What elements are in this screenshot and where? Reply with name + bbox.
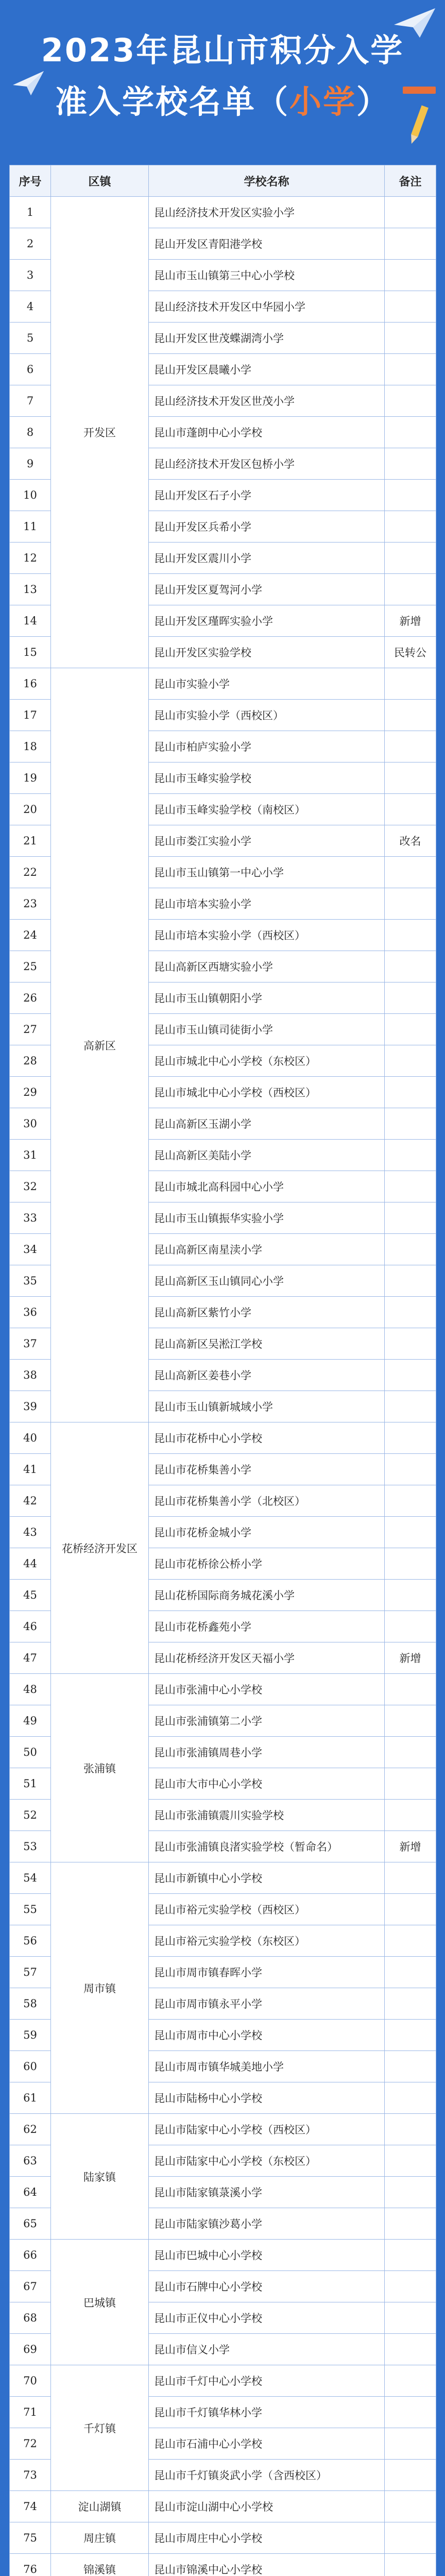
district-cell: 张浦镇 — [51, 1674, 149, 1862]
note-cell — [385, 951, 436, 982]
district-cell: 周市镇 — [51, 1862, 149, 2114]
note-cell — [385, 1297, 436, 1328]
school-name-cell: 昆山市实验小学（西校区） — [149, 700, 385, 731]
table-row — [10, 2365, 436, 2397]
note-cell: 新增 — [385, 605, 436, 637]
school-name-cell: 昆山市石牌中心小学校 — [149, 2271, 385, 2302]
note-cell — [385, 1988, 436, 2020]
row-number: 70 — [10, 2365, 51, 2397]
note-cell — [385, 385, 436, 417]
row-number: 69 — [10, 2334, 51, 2365]
school-name-cell: 昆山市娄江实验小学 — [149, 825, 385, 857]
school-name-cell: 昆山市淀山湖中心小学校 — [149, 2491, 385, 2522]
note-cell — [385, 1045, 436, 1077]
school-name-cell: 昆山开发区兵希小学 — [149, 511, 385, 543]
note-cell: 民转公 — [385, 637, 436, 668]
note-cell — [385, 888, 436, 920]
note-cell — [385, 1674, 436, 1705]
note-cell — [385, 291, 436, 323]
row-number: 22 — [10, 857, 51, 888]
school-list-table — [9, 165, 436, 2576]
note-cell — [385, 1454, 436, 1485]
school-name-cell: 昆山市周市中心小学校 — [149, 2020, 385, 2051]
row-number: 63 — [10, 2145, 51, 2177]
table-row — [10, 1422, 436, 1454]
row-number: 49 — [10, 1705, 51, 1737]
school-name-cell: 昆山市大市中心小学校 — [149, 1768, 385, 1800]
school-name-cell: 昆山花桥国际商务城花溪小学 — [149, 1580, 385, 1611]
note-cell — [385, 1202, 436, 1234]
school-name-cell: 昆山市张浦中心小学校 — [149, 1674, 385, 1705]
row-number: 42 — [10, 1485, 51, 1517]
note-cell — [385, 1485, 436, 1517]
note-cell — [385, 920, 436, 951]
district-cell: 开发区 — [51, 197, 149, 668]
row-number: 55 — [10, 1894, 51, 1925]
column-header-number: 序号 — [10, 165, 51, 197]
note-cell — [385, 731, 436, 762]
page-title: 2023年昆山市积分入学 — [41, 31, 404, 69]
note-cell — [385, 1894, 436, 1925]
district-cell: 千灯镇 — [51, 2365, 149, 2491]
row-number: 41 — [10, 1454, 51, 1485]
school-name-cell: 昆山开发区夏驾河小学 — [149, 574, 385, 605]
row-number: 27 — [10, 1014, 51, 1045]
row-number: 25 — [10, 951, 51, 982]
note-cell — [385, 197, 436, 228]
row-number: 74 — [10, 2491, 51, 2522]
note-cell — [385, 2020, 436, 2051]
school-name-cell: 昆山市花桥金城小学 — [149, 1517, 385, 1548]
district-cell: 巴城镇 — [51, 2240, 149, 2365]
note-cell — [385, 1957, 436, 1988]
school-name-cell: 昆山市周市镇华城美地小学 — [149, 2051, 385, 2082]
row-number: 34 — [10, 1234, 51, 1265]
school-name-cell: 昆山市玉峰实验学校（南校区） — [149, 794, 385, 825]
table-row — [10, 197, 436, 228]
table-row — [10, 2522, 436, 2554]
table-row — [10, 2491, 436, 2522]
school-name-cell: 昆山开发区石子小学 — [149, 480, 385, 511]
district-cell: 陆家镇 — [51, 2114, 149, 2240]
school-name-cell: 昆山市周市镇永平小学 — [149, 1988, 385, 2020]
school-name-cell: 昆山经济技术开发区中华园小学 — [149, 291, 385, 323]
row-number: 68 — [10, 2302, 51, 2334]
row-number: 21 — [10, 825, 51, 857]
note-cell — [385, 1422, 436, 1454]
note-cell — [385, 1611, 436, 1642]
note-cell — [385, 2491, 436, 2522]
note-cell — [385, 1737, 436, 1768]
note-cell — [385, 2334, 436, 2365]
row-number: 61 — [10, 2082, 51, 2114]
column-header-district: 区镇 — [51, 165, 149, 197]
school-name-cell: 昆山市正仪中心小学校 — [149, 2302, 385, 2334]
note-cell — [385, 2177, 436, 2208]
table-row — [10, 1862, 436, 1894]
note-cell — [385, 1140, 436, 1171]
school-name-cell: 昆山市石浦中心小学校 — [149, 2428, 385, 2460]
note-cell — [385, 543, 436, 574]
row-number: 26 — [10, 982, 51, 1014]
district-cell: 高新区 — [51, 668, 149, 1422]
row-number: 51 — [10, 1768, 51, 1800]
note-cell: 新增 — [385, 1642, 436, 1674]
row-number: 59 — [10, 2020, 51, 2051]
row-number: 46 — [10, 1611, 51, 1642]
school-name-cell: 昆山高新区玉山镇同心小学 — [149, 1265, 385, 1297]
note-cell — [385, 1580, 436, 1611]
note-cell — [385, 668, 436, 700]
row-number: 35 — [10, 1265, 51, 1297]
table-body — [10, 197, 436, 2576]
row-number: 40 — [10, 1422, 51, 1454]
note-cell — [385, 2302, 436, 2334]
row-number: 50 — [10, 1737, 51, 1768]
row-number: 66 — [10, 2240, 51, 2271]
row-number: 9 — [10, 448, 51, 480]
row-number: 11 — [10, 511, 51, 543]
table-row — [10, 2554, 436, 2576]
school-name-cell: 昆山市陆家中心小学校（东校区） — [149, 2145, 385, 2177]
school-name-cell: 昆山市陆家镇菉溪小学 — [149, 2177, 385, 2208]
school-name-cell: 昆山市张浦镇良渚实验学校（暂命名） — [149, 1831, 385, 1862]
note-cell — [385, 1171, 436, 1202]
row-number: 31 — [10, 1140, 51, 1171]
school-name-cell: 昆山市培本实验小学 — [149, 888, 385, 920]
school-name-cell: 昆山高新区美陆小学 — [149, 1140, 385, 1171]
school-name-cell: 昆山市周庄中心小学校 — [149, 2522, 385, 2554]
school-name-cell: 昆山高新区西塘实验小学 — [149, 951, 385, 982]
note-cell — [385, 794, 436, 825]
school-name-cell: 昆山市千灯中心小学校 — [149, 2365, 385, 2397]
note-cell — [385, 2271, 436, 2302]
table-row — [10, 2240, 436, 2271]
row-number: 29 — [10, 1077, 51, 1108]
row-number: 54 — [10, 1862, 51, 1894]
note-cell — [385, 2208, 436, 2240]
row-number: 2 — [10, 228, 51, 260]
row-number: 7 — [10, 385, 51, 417]
row-number: 30 — [10, 1108, 51, 1140]
column-header-school: 学校名称 — [149, 165, 385, 197]
row-number: 12 — [10, 543, 51, 574]
school-name-cell: 昆山开发区青阳港学校 — [149, 228, 385, 260]
school-name-cell: 昆山市裕元实验学校（西校区） — [149, 1894, 385, 1925]
school-name-cell: 昆山花桥经济开发区天福小学 — [149, 1642, 385, 1674]
column-header-note: 备注 — [385, 165, 436, 197]
note-cell — [385, 2082, 436, 2114]
row-number: 20 — [10, 794, 51, 825]
row-number: 36 — [10, 1297, 51, 1328]
school-name-cell: 昆山市玉峰实验学校 — [149, 762, 385, 794]
row-number: 5 — [10, 323, 51, 354]
row-number: 75 — [10, 2522, 51, 2554]
district-cell: 花桥经济开发区 — [51, 1422, 149, 1674]
header-banner — [0, 0, 445, 155]
school-list-table-container — [9, 165, 436, 2576]
row-number: 58 — [10, 1988, 51, 2020]
note-cell — [385, 2145, 436, 2177]
row-number: 76 — [10, 2554, 51, 2576]
school-name-cell: 昆山市柏庐实验小学 — [149, 731, 385, 762]
note-cell — [385, 2240, 436, 2271]
row-number: 43 — [10, 1517, 51, 1548]
row-number: 45 — [10, 1580, 51, 1611]
school-name-cell: 昆山经济技术开发区包桥小学 — [149, 448, 385, 480]
note-cell — [385, 1265, 436, 1297]
note-cell — [385, 1517, 436, 1548]
note-cell — [385, 2365, 436, 2397]
note-cell — [385, 2114, 436, 2145]
note-cell — [385, 982, 436, 1014]
note-cell — [385, 857, 436, 888]
note-cell — [385, 2397, 436, 2428]
school-name-cell: 昆山开发区震川小学 — [149, 543, 385, 574]
row-number: 67 — [10, 2271, 51, 2302]
note-cell — [385, 1391, 436, 1422]
school-name-cell: 昆山市蓬朗中心小学校 — [149, 417, 385, 448]
school-name-cell: 昆山高新区紫竹小学 — [149, 1297, 385, 1328]
note-cell — [385, 1705, 436, 1737]
school-name-cell: 昆山市花桥中心小学校 — [149, 1422, 385, 1454]
school-name-cell: 昆山市陆家镇沙葛小学 — [149, 2208, 385, 2240]
row-number: 33 — [10, 1202, 51, 1234]
note-cell — [385, 448, 436, 480]
table-header-row — [10, 165, 436, 197]
school-name-cell: 昆山市玉山镇司徒街小学 — [149, 1014, 385, 1045]
school-name-cell: 昆山市城北高科园中心小学 — [149, 1171, 385, 1202]
row-number: 60 — [10, 2051, 51, 2082]
row-number: 14 — [10, 605, 51, 637]
note-cell — [385, 260, 436, 291]
row-number: 4 — [10, 291, 51, 323]
school-name-cell: 昆山开发区世茂蝶湖湾小学 — [149, 323, 385, 354]
row-number: 65 — [10, 2208, 51, 2240]
note-cell: 改名 — [385, 825, 436, 857]
school-name-cell: 昆山市裕元实验学校（东校区） — [149, 1925, 385, 1957]
school-name-cell: 昆山高新区南星渎小学 — [149, 1234, 385, 1265]
school-name-cell: 昆山市锦溪中心小学校 — [149, 2554, 385, 2576]
school-name-cell: 昆山市玉山镇振华实验小学 — [149, 1202, 385, 1234]
note-cell — [385, 2051, 436, 2082]
row-number: 16 — [10, 668, 51, 700]
row-number: 38 — [10, 1360, 51, 1391]
table-row — [10, 668, 436, 700]
school-name-cell: 昆山高新区玉湖小学 — [149, 1108, 385, 1140]
note-cell — [385, 1768, 436, 1800]
school-name-cell: 昆山市周市镇春晖小学 — [149, 1957, 385, 1988]
note-cell — [385, 1108, 436, 1140]
school-name-cell: 昆山高新区姜巷小学 — [149, 1360, 385, 1391]
row-number: 71 — [10, 2397, 51, 2428]
note-cell — [385, 2554, 436, 2576]
district-cell: 淀山湖镇 — [51, 2491, 149, 2522]
school-name-cell: 昆山市花桥集善小学 — [149, 1454, 385, 1485]
row-number: 23 — [10, 888, 51, 920]
row-number: 57 — [10, 1957, 51, 1988]
table-row — [10, 2114, 436, 2145]
school-name-cell: 昆山市信义小学 — [149, 2334, 385, 2365]
note-cell — [385, 1800, 436, 1831]
note-cell — [385, 1014, 436, 1045]
school-name-cell: 昆山市城北中心小学校（西校区） — [149, 1077, 385, 1108]
row-number: 17 — [10, 700, 51, 731]
school-name-cell: 昆山市花桥集善小学（北校区） — [149, 1485, 385, 1517]
row-number: 72 — [10, 2428, 51, 2460]
school-name-cell: 昆山市巴城中心小学校 — [149, 2240, 385, 2271]
school-name-cell: 昆山市陆家中心小学校（西校区） — [149, 2114, 385, 2145]
note-cell: 新增 — [385, 1831, 436, 1862]
district-cell: 周庄镇 — [51, 2522, 149, 2554]
school-name-cell: 昆山市张浦镇震川实验学校 — [149, 1800, 385, 1831]
note-cell — [385, 2522, 436, 2554]
table-row — [10, 1674, 436, 1705]
school-name-cell: 昆山高新区吴淞江学校 — [149, 1328, 385, 1360]
row-number: 37 — [10, 1328, 51, 1360]
school-name-cell: 昆山开发区瑾晖实验小学 — [149, 605, 385, 637]
row-number: 39 — [10, 1391, 51, 1422]
school-name-cell: 昆山市玉山镇第一中心小学 — [149, 857, 385, 888]
row-number: 47 — [10, 1642, 51, 1674]
school-name-cell: 昆山市千灯镇华林小学 — [149, 2397, 385, 2428]
row-number: 3 — [10, 260, 51, 291]
row-number: 64 — [10, 2177, 51, 2208]
note-cell — [385, 323, 436, 354]
row-number: 24 — [10, 920, 51, 951]
school-name-cell: 昆山市实验小学 — [149, 668, 385, 700]
note-cell — [385, 1925, 436, 1957]
school-name-cell: 昆山经济技术开发区世茂小学 — [149, 385, 385, 417]
note-cell — [385, 1234, 436, 1265]
district-cell: 锦溪镇 — [51, 2554, 149, 2576]
school-name-cell: 昆山市玉山镇新城域小学 — [149, 1391, 385, 1422]
row-number: 18 — [10, 731, 51, 762]
school-name-cell: 昆山开发区实验学校 — [149, 637, 385, 668]
note-cell — [385, 417, 436, 448]
school-name-cell: 昆山市张浦镇周巷小学 — [149, 1737, 385, 1768]
row-number: 13 — [10, 574, 51, 605]
note-cell — [385, 1077, 436, 1108]
row-number: 62 — [10, 2114, 51, 2145]
note-cell — [385, 762, 436, 794]
note-cell — [385, 354, 436, 385]
school-name-cell: 昆山市张浦镇第二小学 — [149, 1705, 385, 1737]
note-cell — [385, 2460, 436, 2491]
row-number: 28 — [10, 1045, 51, 1077]
school-name-cell: 昆山市城北中心小学校（东校区） — [149, 1045, 385, 1077]
school-name-cell: 昆山市培本实验小学（西校区） — [149, 920, 385, 951]
school-name-cell: 昆山市陆杨中心小学校 — [149, 2082, 385, 2114]
row-number: 15 — [10, 637, 51, 668]
school-name-cell: 昆山经济技术开发区实验小学 — [149, 197, 385, 228]
note-cell — [385, 2428, 436, 2460]
row-number: 19 — [10, 762, 51, 794]
row-number: 10 — [10, 480, 51, 511]
row-number: 1 — [10, 197, 51, 228]
subtitle-accent: 小学 — [289, 83, 356, 121]
school-name-cell: 昆山市新镇中心小学校 — [149, 1862, 385, 1894]
school-name-cell: 昆山市花桥鑫苑小学 — [149, 1611, 385, 1642]
row-number: 53 — [10, 1831, 51, 1862]
school-name-cell: 昆山市千灯镇炎武小学（含西校区） — [149, 2460, 385, 2491]
row-number: 32 — [10, 1171, 51, 1202]
note-cell — [385, 1862, 436, 1894]
note-cell — [385, 1328, 436, 1360]
row-number: 48 — [10, 1674, 51, 1705]
school-name-cell: 昆山市玉山镇第三中心小学校 — [149, 260, 385, 291]
note-cell — [385, 480, 436, 511]
note-cell — [385, 574, 436, 605]
row-number: 52 — [10, 1800, 51, 1831]
row-number: 8 — [10, 417, 51, 448]
school-name-cell: 昆山市花桥徐公桥小学 — [149, 1548, 385, 1580]
school-name-cell: 昆山开发区晨曦小学 — [149, 354, 385, 385]
note-cell — [385, 1360, 436, 1391]
note-cell — [385, 1548, 436, 1580]
school-name-cell: 昆山市玉山镇朝阳小学 — [149, 982, 385, 1014]
note-cell — [385, 511, 436, 543]
row-number: 73 — [10, 2460, 51, 2491]
row-number: 56 — [10, 1925, 51, 1957]
page-subtitle: 准入学校名单（小学） — [55, 83, 390, 121]
note-cell — [385, 228, 436, 260]
note-cell — [385, 700, 436, 731]
row-number: 44 — [10, 1548, 51, 1580]
row-number: 6 — [10, 354, 51, 385]
